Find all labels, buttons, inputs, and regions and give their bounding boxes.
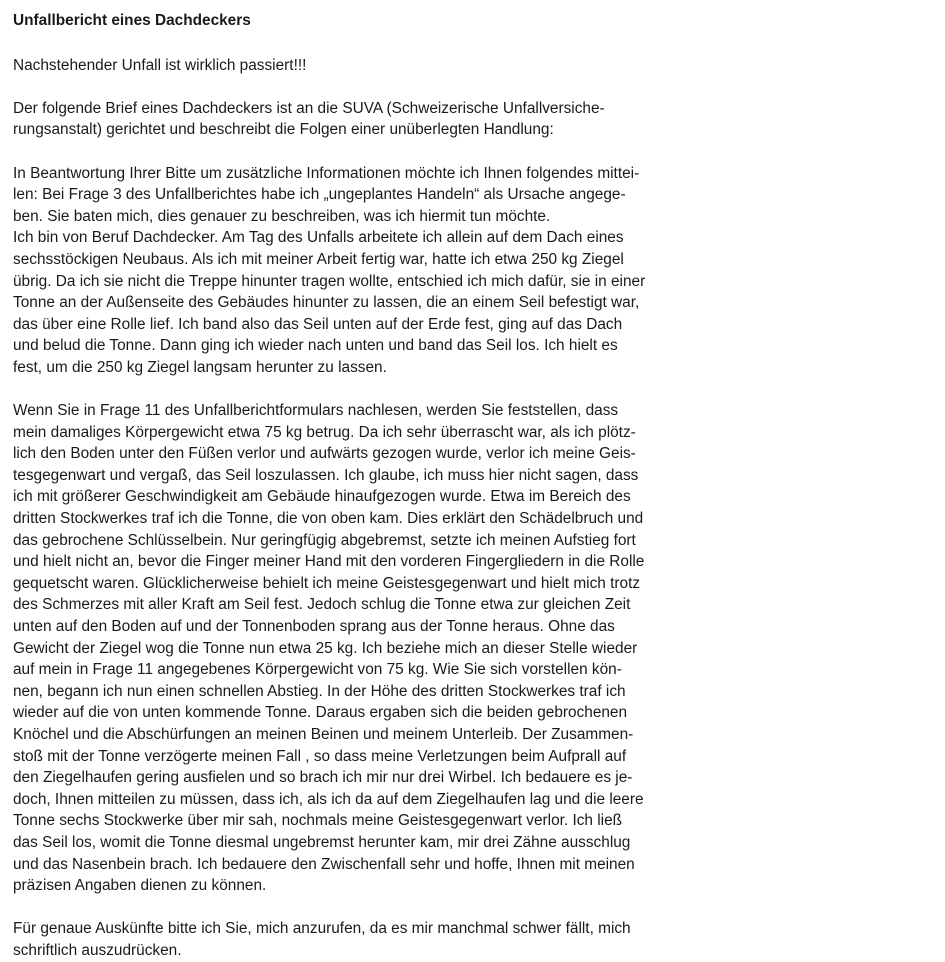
text-line: gequetscht waren. Glücklicherweise behielt ich meine Geistesgegenwart und hielt mich trotz: [13, 574, 641, 592]
document-title: Unfallbericht eines Dachdeckers: [13, 12, 251, 29]
text-line: In Beantwortung Ihrer Bitte um zusätzliche Informationen möchte ich Ihnen folgendes mittei-: [13, 164, 640, 182]
text-line: rungsanstalt) gerichtet und beschreibt die Folgen einer unüberlegten Handlung:: [13, 121, 554, 139]
text-line: Tonne sechs Stockwerke über mir sah, nochmals meine Geistesgegenwart verlor. Ich ließ: [13, 812, 623, 830]
text-line: Ich bin von Beruf Dachdecker. Am Tag des Unfalls arbeitete ich allein auf dem Dach eines: [13, 229, 624, 247]
text-line: fest, um die 250 kg Ziegel langsam herunter zu lassen.: [13, 358, 387, 376]
text-line: tesgegenwart und vergaß, das Seil loszulassen. Ich glaube, ich muss hier nicht sagen, dass: [13, 466, 639, 484]
text-line: den Ziegelhaufen gering ausfielen und so brach ich mir nur drei Wirbel. Ich bedauere es je-: [13, 769, 633, 787]
text-line: unten auf den Boden auf und der Tonnenboden sprang aus der Tonne heraus. Ohne das: [13, 618, 615, 636]
text-line: Wenn Sie in Frage 11 des Unfallberichtformulars nachlesen, werden Sie feststellen, dass: [13, 402, 619, 420]
text-line: Der folgende Brief eines Dachdeckers ist an die SUVA (Schweizerische Unfallversiche-: [13, 99, 605, 117]
intro-paragraph: Nachstehender Unfall ist wirklich passiert!!!: [13, 56, 307, 74]
text-line: das gebrochene Schlüsselbein. Nur geringfügig abgebremst, setzte ich meinen Aufstieg fort: [13, 531, 636, 549]
text-line: das Seil los, womit die Tonne diesmal ungebremst herunter kam, mir drei Zähne ausschlug: [13, 833, 631, 851]
text-line: schriftlich auszudrücken.: [13, 941, 182, 959]
text-line: auf mein in Frage 11 angegebenes Körpergewicht von 75 kg. Wie Sie sich vorstellen kön-: [13, 661, 622, 679]
text-line: wieder auf die von unten kommende Tonne. Daraus ergaben sich die beiden gebrochenen: [13, 704, 628, 722]
text-line: des Schmerzes mit aller Kraft am Seil fest. Jedoch schlug die Tonne etwa zur gleichen Zeit: [13, 596, 631, 614]
context-paragraph: [13, 98, 931, 141]
text-line: präzisen Angaben dienen zu können.: [13, 877, 267, 895]
text-line: und das Nasenbein brach. Ich bedauere den Zwischenfall sehr und hoffe, Ihnen mit meinen: [13, 855, 635, 873]
text-line: das über eine Rolle lief. Ich band also das Seil unten auf der Erde fest, ging auf das Dach: [13, 315, 623, 333]
text-line: dritten Stockwerkes traf ich die Tonne, die von oben kam. Dies erklärt den Schädelbruch und: [13, 510, 644, 528]
text-line: Knöchel und die Abschürfungen an meinen Beinen und meinem Unterleib. Der Zusammen-: [13, 726, 634, 743]
text-line: sechsstöckigen Neubaus. Als ich mit meiner Arbeit fertig war, hatte ich etwa 250 kg Ziegel: [13, 250, 624, 268]
text-line: stoß mit der Tonne verzögerte meinen Fall , so dass meine Verletzungen beim Aufprall auf: [13, 747, 627, 765]
letter-paragraph-2: [13, 400, 931, 897]
text-line: Tonne an der Außenseite des Gebäudes hinunter zu lassen, die an einem Seil befestigt war,: [13, 294, 640, 312]
text-line: Gewicht der Ziegel wog die Tonne nun etwa 25 kg. Ich beziehe mich an dieser Stelle wieder: [13, 639, 638, 657]
text-line: und belud die Tonne. Dann ging ich wieder nach unten und band das Seil los. Ich hielt es: [13, 337, 618, 355]
text-line: Für genaue Auskünfte bitte ich Sie, mich anzurufen, da es mir manchmal schwer fällt, mich: [13, 920, 631, 938]
text-line: len: Bei Frage 3 des Unfallberichtes habe ich „ungeplantes Handeln“ als Ursache angege-: [13, 186, 626, 204]
text-line: übrig. Da ich sie nicht die Treppe hinunter tragen wollte, entschied ich mich dafür, sie in einer: [13, 272, 646, 290]
text-line: ich mit größerer Geschwindigkeit am Gebäude hinaufgezogen wurde. Etwa im Bereich des: [13, 488, 631, 506]
text-line: nen, begann ich nun einen schnellen Abstieg. In der Höhe des dritten Stockwerkes traf ich: [13, 682, 626, 700]
text-line: mein damaliges Körpergewicht etwa 75 kg betrug. Da ich sehr überrascht war, als ich plötz-: [13, 423, 636, 441]
letter-paragraph-1: [13, 163, 931, 379]
closing-paragraph: [13, 918, 931, 961]
text-line: und hielt nicht an, bevor die Finger meiner Hand mit den vorderen Fingergliedern in die Rolle: [13, 553, 645, 571]
text-line: ben. Sie baten mich, dies genauer zu beschreiben, was ich hiermit tun möchte.: [13, 207, 551, 225]
text-line: lich den Boden unter den Füßen verlor und aufwärts gezogen wurde, verlor ich meine Geis-: [13, 445, 636, 463]
text-line: doch, Ihnen mitteilen zu müssen, dass ich, als ich da auf dem Ziegelhaufen lag und die leere: [13, 790, 644, 808]
